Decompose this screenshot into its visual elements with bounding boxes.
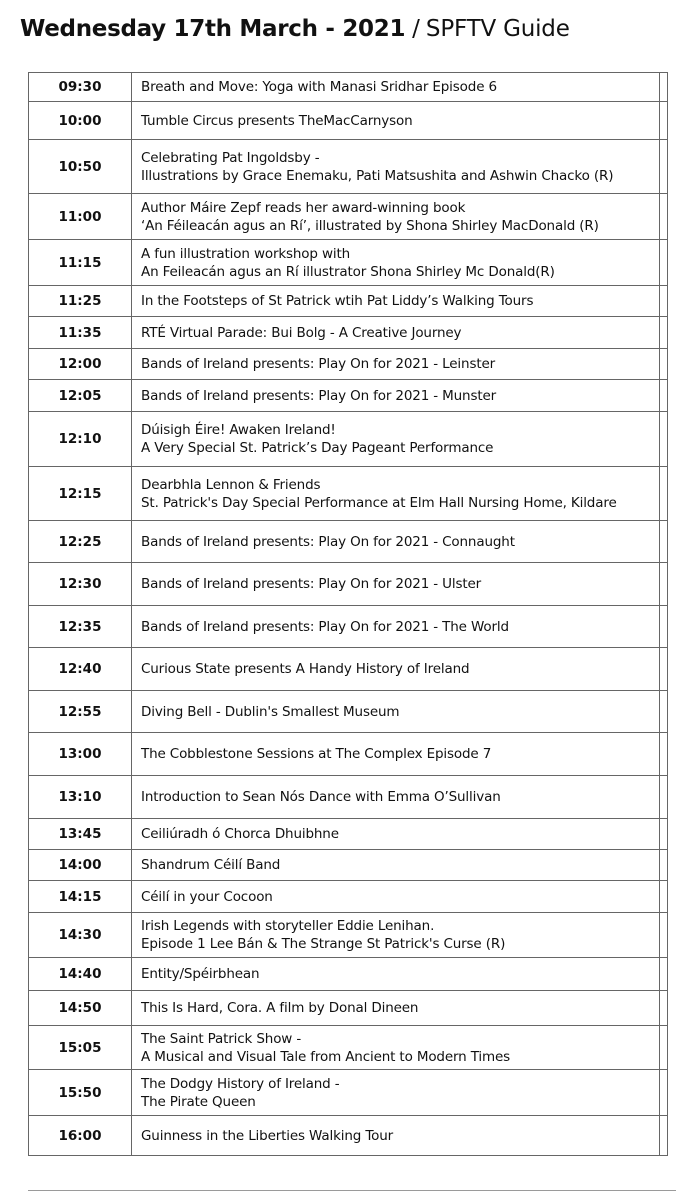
schedule-programme: Curious State presents A Handy History of Ireland	[132, 648, 660, 691]
schedule-time: 10:50	[29, 140, 132, 194]
schedule-time: 12:55	[29, 691, 132, 733]
schedule-extra-cell	[660, 733, 668, 776]
schedule-programme: The Dodgy History of Ireland - The Pirate Queen	[132, 1070, 660, 1116]
schedule-row	[29, 563, 668, 606]
schedule-row	[29, 240, 668, 286]
schedule-time: 11:15	[29, 240, 132, 286]
schedule-programme: RTÉ Virtual Parade: Bui Bolg - A Creative Journey	[132, 317, 660, 349]
schedule-time: 12:05	[29, 380, 132, 412]
schedule-programme: Irish Legends with storyteller Eddie Lenihan. Episode 1 Lee Bán & The Strange St Patrick's Curse (R)	[132, 913, 660, 958]
schedule-row	[29, 102, 668, 140]
schedule-programme: Céilí in your Cocoon	[132, 881, 660, 913]
schedule-extra-cell	[660, 349, 668, 380]
schedule-time: 13:00	[29, 733, 132, 776]
schedule-extra-cell	[660, 140, 668, 194]
schedule-row	[29, 1116, 668, 1156]
schedule-extra-cell	[660, 913, 668, 958]
schedule-extra-cell	[660, 606, 668, 648]
schedule-time: 15:50	[29, 1070, 132, 1116]
schedule-row	[29, 958, 668, 991]
schedule-extra-cell	[660, 776, 668, 819]
schedule-row	[29, 850, 668, 881]
schedule-programme: Dearbhla Lennon & Friends St. Patrick's Day Special Performance at Elm Hall Nursing Home, Kildare	[132, 467, 660, 521]
schedule-body	[29, 73, 668, 1156]
schedule-programme: Diving Bell - Dublin's Smallest Museum	[132, 691, 660, 733]
schedule-extra-cell	[660, 1026, 668, 1070]
schedule-row	[29, 73, 668, 102]
schedule-time: 12:00	[29, 349, 132, 380]
schedule-row	[29, 606, 668, 648]
schedule-time: 11:25	[29, 286, 132, 317]
schedule-row	[29, 317, 668, 349]
schedule-extra-cell	[660, 467, 668, 521]
schedule-extra-cell	[660, 412, 668, 467]
schedule-programme: Breath and Move: Yoga with Manasi Sridhar Episode 6	[132, 73, 660, 102]
schedule-time: 13:10	[29, 776, 132, 819]
schedule-extra-cell	[660, 286, 668, 317]
schedule-time: 12:25	[29, 521, 132, 563]
schedule-row	[29, 412, 668, 467]
schedule-row	[29, 380, 668, 412]
schedule-programme: In the Footsteps of St Patrick wtih Pat Liddy’s Walking Tours	[132, 286, 660, 317]
schedule-time: 10:00	[29, 102, 132, 140]
schedule-time: 12:40	[29, 648, 132, 691]
schedule-extra-cell	[660, 1070, 668, 1116]
schedule-programme: A fun illustration workshop with An Feileacán agus an Rí illustrator Shona Shirley Mc Donald(R)	[132, 240, 660, 286]
schedule-extra-cell	[660, 1116, 668, 1156]
schedule-time: 13:45	[29, 819, 132, 850]
schedule-time: 11:35	[29, 317, 132, 349]
schedule-programme: Dúisigh Éire! Awaken Ireland! A Very Special St. Patrick’s Day Pageant Performance	[132, 412, 660, 467]
guide-title: SPFTV Guide	[425, 16, 570, 42]
schedule-row	[29, 991, 668, 1026]
schedule-extra-cell	[660, 958, 668, 991]
schedule-extra-cell	[660, 563, 668, 606]
schedule-row	[29, 1026, 668, 1070]
schedule-programme: Guinness in the Liberties Walking Tour	[132, 1116, 660, 1156]
header-separator: /	[412, 16, 420, 42]
schedule-programme: Bands of Ireland presents: Play On for 2021 - Ulster	[132, 563, 660, 606]
schedule-programme: Tumble Circus presents TheMacCarnyson	[132, 102, 660, 140]
schedule-programme: Celebrating Pat Ingoldsby - Illustrations by Grace Enemaku, Pati Matsushita and Ashwin Chacko (R)	[132, 140, 660, 194]
schedule-programme: Bands of Ireland presents: Play On for 2021 - Connaught	[132, 521, 660, 563]
schedule-programme: Bands of Ireland presents: Play On for 2021 - The World	[132, 606, 660, 648]
schedule-programme: Shandrum Céilí Band	[132, 850, 660, 881]
schedule-row	[29, 648, 668, 691]
schedule-row	[29, 881, 668, 913]
schedule-time: 09:30	[29, 73, 132, 102]
schedule-row	[29, 349, 668, 380]
schedule-extra-cell	[660, 850, 668, 881]
schedule-row	[29, 733, 668, 776]
schedule-row	[29, 1070, 668, 1116]
schedule-time: 14:50	[29, 991, 132, 1026]
schedule-row	[29, 467, 668, 521]
schedule-extra-cell	[660, 819, 668, 850]
schedule-extra-cell	[660, 73, 668, 102]
schedule-row	[29, 521, 668, 563]
schedule-programme: This Is Hard, Cora. A film by Donal Dineen	[132, 991, 660, 1026]
schedule-extra-cell	[660, 102, 668, 140]
schedule-time: 12:35	[29, 606, 132, 648]
schedule-programme: Ceiliúradh ó Chorca Dhuibhne	[132, 819, 660, 850]
schedule-extra-cell	[660, 317, 668, 349]
schedule-row	[29, 194, 668, 240]
schedule-time: 15:05	[29, 1026, 132, 1070]
schedule-time: 14:30	[29, 913, 132, 958]
schedule-programme: Bands of Ireland presents: Play On for 2021 - Leinster	[132, 349, 660, 380]
schedule-programme: Entity/Spéirbhean	[132, 958, 660, 991]
schedule-time: 12:30	[29, 563, 132, 606]
schedule-programme: The Cobblestone Sessions at The Complex Episode 7	[132, 733, 660, 776]
schedule-extra-cell	[660, 240, 668, 286]
schedule-row	[29, 913, 668, 958]
bottom-rule	[28, 1190, 676, 1191]
schedule-extra-cell	[660, 380, 668, 412]
schedule-row	[29, 691, 668, 733]
schedule-extra-cell	[660, 991, 668, 1026]
schedule-extra-cell	[660, 648, 668, 691]
schedule-extra-cell	[660, 521, 668, 563]
schedule-time: 14:00	[29, 850, 132, 881]
guide-header	[20, 16, 570, 52]
schedule-programme: Author Máire Zepf reads her award-winning book ‘An Féileacán agus an Rí’, illustrated by Shona Shirley MacDonald (R)	[132, 194, 660, 240]
schedule-time: 14:15	[29, 881, 132, 913]
schedule-programme: Bands of Ireland presents: Play On for 2021 - Munster	[132, 380, 660, 412]
schedule-time: 12:10	[29, 412, 132, 467]
guide-date: Wednesday 17th March - 2021	[20, 16, 406, 42]
schedule-programme: The Saint Patrick Show - A Musical and Visual Tale from Ancient to Modern Times	[132, 1026, 660, 1070]
schedule-extra-cell	[660, 194, 668, 240]
schedule-row	[29, 819, 668, 850]
schedule-time: 11:00	[29, 194, 132, 240]
schedule-extra-cell	[660, 881, 668, 913]
schedule-time: 16:00	[29, 1116, 132, 1156]
schedule-time: 14:40	[29, 958, 132, 991]
schedule-row	[29, 140, 668, 194]
schedule-extra-cell	[660, 691, 668, 733]
schedule-time: 12:15	[29, 467, 132, 521]
schedule-row	[29, 776, 668, 819]
schedule-programme: Introduction to Sean Nós Dance with Emma O’Sullivan	[132, 776, 660, 819]
schedule-row	[29, 286, 668, 317]
schedule-table	[28, 72, 668, 1156]
